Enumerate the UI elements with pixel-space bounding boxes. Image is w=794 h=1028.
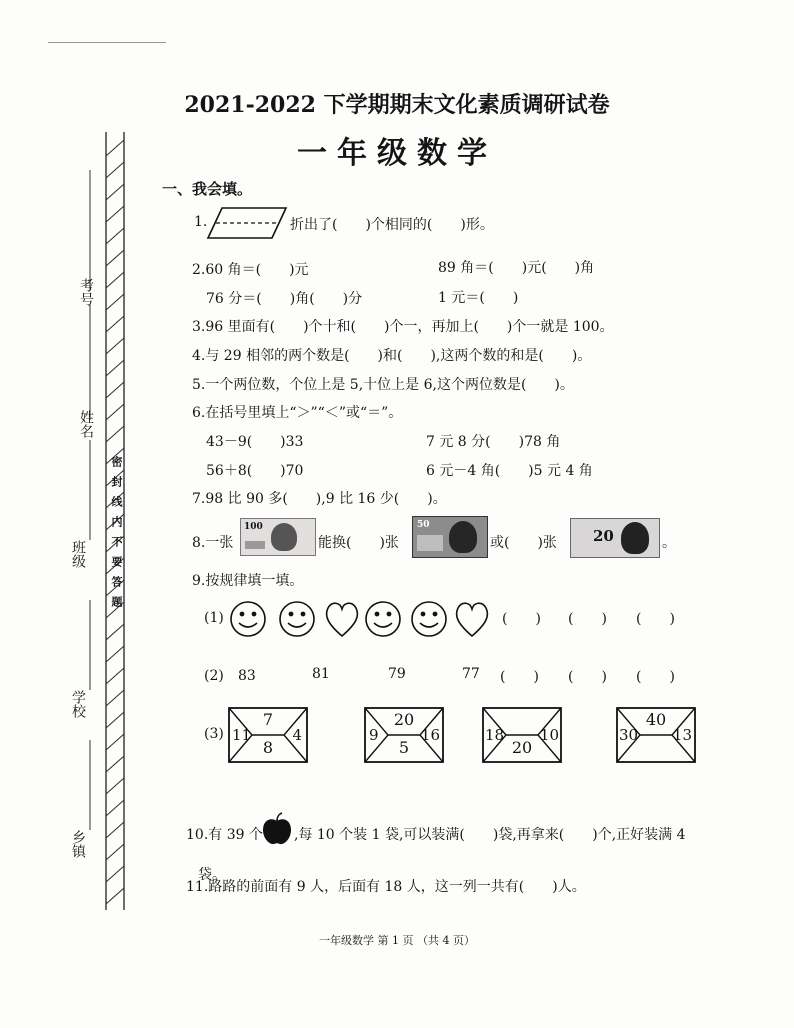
envelope <box>228 707 308 763</box>
binding-hatch-mark <box>106 382 124 398</box>
q9-row1-blank: ( ) <box>568 611 607 627</box>
envelope-left: 30 <box>619 726 639 744</box>
binding-hatch-mark <box>106 646 124 662</box>
q8-mid1: 能换( )张 <box>318 535 399 551</box>
smiley-face-icon <box>280 602 314 636</box>
q9-row2-blank: ( ) <box>500 669 539 685</box>
binding-hatch-mark <box>106 866 124 882</box>
envelope-left: 11 <box>232 726 252 744</box>
envelope-top: 7 <box>262 710 274 729</box>
q9-row2-number: 79 <box>388 666 406 682</box>
heart-icon <box>327 603 358 636</box>
binding-hatch-mark <box>106 184 124 200</box>
q5-text: 5.一个两位数，个位上是 5,十位上是 6,这个两位数是( )。 <box>192 377 574 393</box>
q6-c: 56＋8( )70 <box>206 463 304 479</box>
envelope-top: 20 <box>393 710 415 729</box>
envelope-right: 10 <box>539 726 559 744</box>
binding-hatch-mark <box>106 756 124 772</box>
q9-row2-blank: ( ) <box>636 669 675 685</box>
binding-hatch-mark <box>106 272 124 288</box>
envelope-bottom: 20 <box>511 738 533 757</box>
q2-b: 89 角＝( )元( )角 <box>438 260 595 276</box>
smiley-face-icon <box>412 602 446 636</box>
q4-text: 4.与 29 相邻的两个数是( )和( ),这两个数的和是( )。 <box>192 348 592 364</box>
q1-text: 折出了( )个相同的( )形。 <box>290 217 494 233</box>
heart-icon <box>457 603 488 636</box>
section-heading: 一、我会填。 <box>162 180 253 198</box>
q9-row2-number: 83 <box>238 668 256 684</box>
binding-hatch-mark <box>106 316 124 332</box>
binding-hatch-mark <box>106 800 124 816</box>
binding-hatch-mark <box>106 822 124 838</box>
field-class: 班级 <box>70 540 86 568</box>
envelope <box>364 707 444 763</box>
smiley-face-icon <box>366 602 400 636</box>
binding-hatch-mark <box>106 294 124 310</box>
envelope-bottom: 8 <box>262 738 274 757</box>
binding-hatch-mark <box>106 888 124 904</box>
q6-a: 43－9( )33 <box>206 434 304 450</box>
q2-c: 76 分＝( )角( )分 <box>206 291 363 307</box>
q11-text: 11.路路的前面有 9 人，后面有 18 人，这一列一共有( )人。 <box>186 879 586 895</box>
binding-hatch-mark <box>106 844 124 860</box>
exam-title: 2021-2022 下学期期末文化素质调研试卷 <box>184 92 610 118</box>
pattern-shapes-row <box>228 598 498 642</box>
q8-prefix: 8.一张 <box>192 535 234 551</box>
binding-hatch-mark <box>106 250 124 266</box>
binding-hatch-mark <box>106 360 124 376</box>
envelope-left: 18 <box>485 726 505 744</box>
binding-hatch-mark <box>106 426 124 442</box>
binding-hatch-mark <box>106 778 124 794</box>
smiley-face-icon <box>231 602 265 636</box>
q7-text: 7.98 比 90 多( ),9 比 16 少( )。 <box>192 491 447 507</box>
field-school: 学校 <box>70 690 86 718</box>
field-township: 乡镇 <box>70 830 86 858</box>
parallelogram-figure <box>208 206 288 240</box>
q6-d: 6 元－4 角( )5 元 4 角 <box>426 463 593 479</box>
banknote-100-value: 100 <box>244 522 263 532</box>
q9-row1-blank: ( ) <box>636 611 675 627</box>
q9-row2-number: 77 <box>462 666 480 682</box>
q1-number: 1. <box>194 214 208 230</box>
envelope-top: 40 <box>645 710 667 729</box>
q6-stem: 6.在括号里填上“＞”“＜”或“＝”。 <box>192 405 403 421</box>
q9-row3-label: (3) <box>204 726 224 742</box>
apple-icon <box>262 812 292 846</box>
envelope-right: 13 <box>672 726 692 744</box>
q10-part-c: 袋。 <box>198 867 226 883</box>
binding-hatch-mark <box>106 206 124 222</box>
q10-part-a: 10.有 39 个 <box>186 827 263 843</box>
q9-row2-label: (2) <box>204 668 224 684</box>
binding-hatch-mark <box>106 668 124 684</box>
field-exam-number: 考号 <box>78 278 94 306</box>
binding-hatch-mark <box>106 162 124 178</box>
binding-hatch-mark <box>106 690 124 706</box>
q9-stem: 9.按规律填一填。 <box>192 573 304 589</box>
q2-a: 2.60 角＝( )元 <box>192 262 309 278</box>
field-name: 姓名 <box>78 410 94 438</box>
q9-row2-number: 81 <box>312 666 330 682</box>
envelope-bottom: 5 <box>398 738 410 757</box>
q9-row1-blank: ( ) <box>502 611 541 627</box>
binding-hatch-mark <box>106 338 124 354</box>
banknote-100-image <box>240 518 316 556</box>
q8-end: 。 <box>662 535 676 551</box>
q8-mid2: 或( )张 <box>490 535 557 551</box>
exam-subject: 一年级数学 <box>297 136 497 171</box>
q10-part-b: ,每 10 个装 1 袋,可以装满( )袋,再拿来( )个,正好装满 4 <box>294 827 686 843</box>
binding-hatch-mark <box>106 404 124 420</box>
q6-b: 7 元 8 分( )78 角 <box>426 434 561 450</box>
q9-row2-blank: ( ) <box>568 669 607 685</box>
q3-text: 3.96 里面有( )个十和( )个一，再加上( )个一就是 100。 <box>192 319 614 335</box>
binding-hatch-mark <box>106 624 124 640</box>
envelope-right: 16 <box>420 726 440 744</box>
binding-hatch-mark <box>106 712 124 728</box>
envelope <box>482 707 562 763</box>
banknote-50-image <box>412 516 488 558</box>
envelope-left: 9 <box>369 726 379 744</box>
q2-d: 1 元＝( ) <box>438 290 519 306</box>
page-footer: 一年级数学 第 1 页 （共 4 页） <box>319 934 475 947</box>
seal-line-notice: 密封线内不要答题 <box>110 456 123 616</box>
banknote-20-image <box>570 518 660 558</box>
banknote-20-value: 20 <box>593 527 614 545</box>
binding-hatch-mark <box>106 734 124 750</box>
envelope-right: 4 <box>292 726 302 744</box>
q9-row1-label: (1) <box>204 610 224 626</box>
binding-hatch-mark <box>106 140 124 156</box>
envelope <box>616 707 696 763</box>
binding-hatch-mark <box>106 228 124 244</box>
banknote-50-value: 50 <box>417 520 430 530</box>
